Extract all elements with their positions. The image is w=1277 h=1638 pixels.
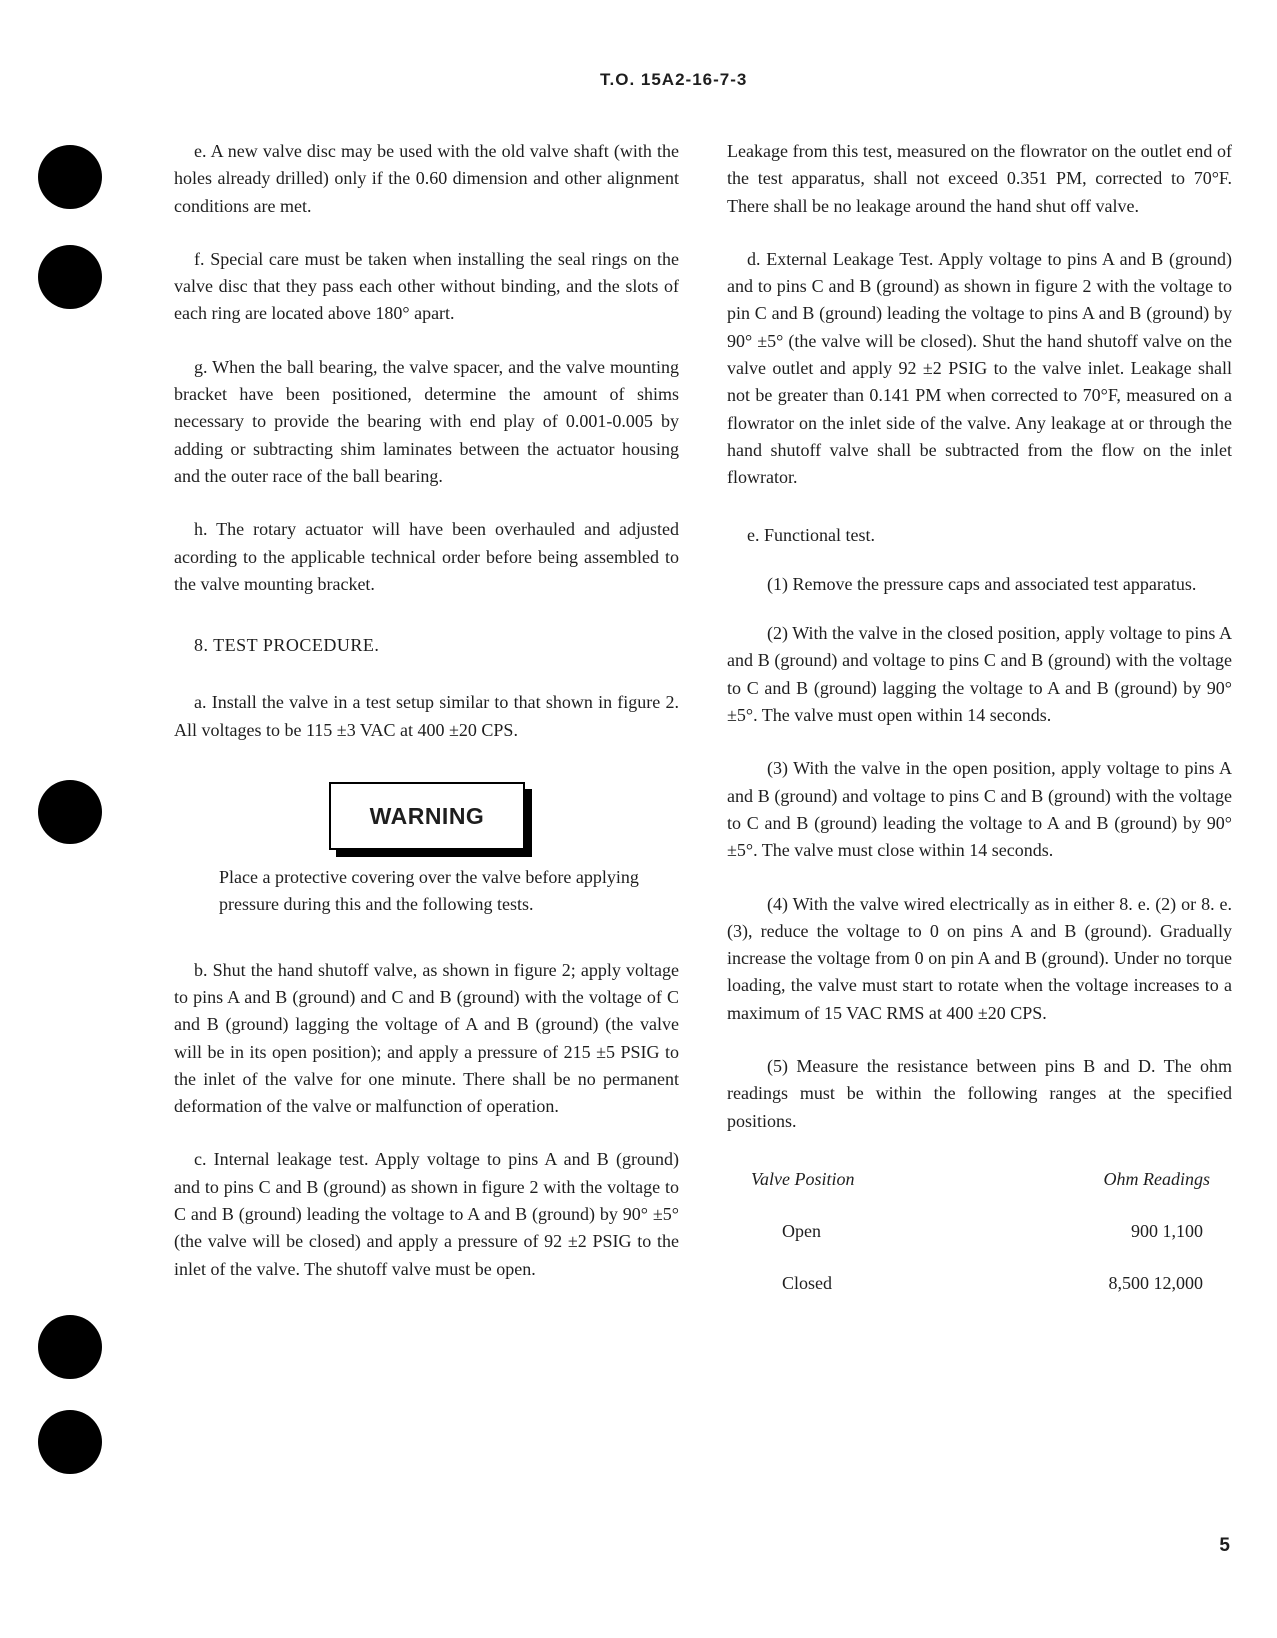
left-column [174,138,679,1283]
column-ohm-readings: Ohm Readings [1103,1168,1210,1189]
paragraph-7e: e. A new valve disc may be used with the old valve shaft (with the holes already drilled) only if the 0.60 dimension and other alignment conditions are met. [174,141,679,216]
table-row [727,1273,1232,1294]
table-header [727,1169,1232,1190]
binder-hole [38,780,102,844]
ohm-readings: 8,500 12,000 [1108,1272,1203,1293]
column-valve-position: Valve Position [751,1168,855,1189]
binder-hole [38,245,102,309]
resistance-table [727,1169,1232,1294]
document-number: T.O. 15A2-16-7-3 [600,70,748,89]
paragraph-7f: f. Special care must be taken when installing the seal rings on the valve disc that they pass each other without binding, and the slots of each ring are located above 180° apart. [174,248,679,324]
ohm-readings: 900 1,100 [1131,1220,1203,1241]
paragraph-8a: a. Install the valve in a test setup similar to that shown in figure 2. All voltages to be 115 ±3 VAC at 400 ±20 CPS. [174,692,679,740]
step-5: (5) Measure the resistance between pins B and D. The ohm readings must be within the following ranges at the specified positions. [727,1056,1232,1131]
step-3: (3) With the valve in the open position, apply voltage to pins A and B (ground) and voltage to pins C and B (ground) with the voltage to C and B (ground) leading the voltage to A and B (ground) by 90° ±5°. The valve must close within 14 seconds. [727,758,1232,861]
binder-hole [38,1410,102,1474]
section-heading: 8. TEST PROCEDURE. [194,635,380,656]
valve-position: Closed [782,1272,833,1293]
step-1: (1) Remove the pressure caps and associated test apparatus. [767,573,1197,594]
paragraph-8d: d. External Leakage Test. Apply voltage to pins A and B (ground) and to pins C and B (ground) as shown in figure 2 with the voltage to pin C and B (ground) leading the voltage to pins A and B (ground) by 90° ±5° (the valve will be closed). Shut the hand shutoff valve on the valve outlet and apply 92 ±2 PSIG to the valve inlet. Leakage shall not be greater than 0.141 PM when corrected to 70°F, measured on a flowrator on the inlet side of the valve. Any leakage at or through the hand shutoff valve shall be subtracted from the flow on the inlet flowrator. [727,248,1232,488]
paragraph-8c-continued: Leakage from this test, measured on the flowrator on the outlet end of the test apparatus, shall not exceed 0.351 PM, corrected to 70°F. There shall be no leakage around the hand shut off valve. [727,141,1232,216]
valve-position: Open [782,1220,821,1241]
right-column [727,138,1232,1294]
paragraph-8b: b. Shut the hand shutoff valve, as shown in figure 2; apply voltage to pins A and B (ground) and C and B (ground) with the voltage of C and B (ground) lagging the voltage of A and B (ground) (the valve will be in its open position); and apply a pressure of 215 ±5 PSIG to the inlet of the valve for one minute. There shall be no permanent deformation of the valve or malfunction of operation. [174,959,679,1117]
paragraph-8c: c. Internal leakage test. Apply voltage to pins A and B (ground) and to pins C and B (ground) as shown in figure 2 with the voltage to C and B (ground) leading the voltage to A and B (ground) by 90° ±5° (the valve will be closed) and apply a pressure of 92 ±2 PSIG to the inlet of the valve. The shutoff valve must be open. [174,1149,679,1279]
paragraph-7g: g. When the ball bearing, the valve spacer, and the valve mounting bracket have been positioned, determine the amount of shims necessary to provide the bearing with end play of 0.001-0.005 by adding or subtracting shim laminates between the actuator housing and the outer race of the ball bearing. [174,356,679,486]
step-2: (2) With the valve in the closed position, apply voltage to pins A and B (ground) and voltage to pins C and B (ground) with the voltage to C and B (ground) lagging the voltage to A and B (ground) by 90° ±5°. The valve must open within 14 seconds. [727,623,1232,726]
paragraph-8e: e. Functional test. [747,524,875,545]
paragraph-7h: h. The rotary actuator will have been overhauled and adjusted acording to the applicable technical order before being assembled to the valve mounting bracket. [174,519,679,594]
binder-hole [38,145,102,209]
binder-hole [38,1315,102,1379]
page-number: 5 [1219,1535,1230,1556]
warning-box [329,782,525,850]
step-4: (4) With the valve wired electrically as in either 8. e. (2) or 8. e. (3), reduce the voltage to 0 on pins A and B (ground). Gradually increase the voltage from 0 on pin A and B (ground). Under no torque loading, the valve must start to rotate when the voltage increases to a maximum of 15 VAC RMS at 400 ±20 CPS. [727,893,1232,1023]
table-row [727,1221,1232,1242]
warning-label: WARNING [369,802,485,829]
warning-text: Place a protective covering over the valve before applying pressure during this and the following tests. [219,867,639,915]
